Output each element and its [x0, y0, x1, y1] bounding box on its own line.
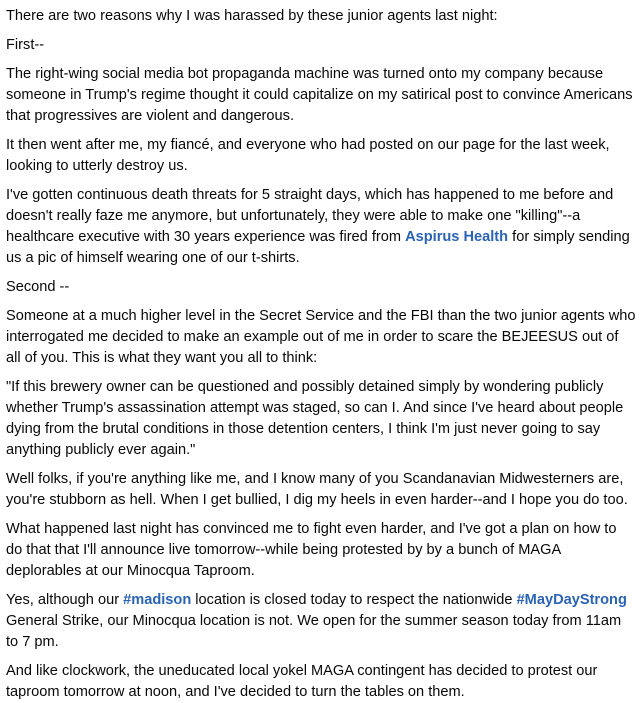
post-paragraph-quote: "If this brewery owner can be questioned and possibly detained simply by wondering publicly whether Trump's assassination attempt was staged, so can I. And since I've heard about people dying from the brutal conditions in those detention centers, I think I'm just never going to say anything publicly ever again." — [6, 379, 624, 458]
text-segment: Yes, although our — [6, 592, 124, 608]
post-paragraph-intro: There are two reasons why I was harassed by these junior agents last night: — [6, 8, 498, 24]
post-paragraph-first-heading: First-- — [6, 37, 45, 53]
post-paragraph-second-heading: Second -- — [6, 279, 70, 295]
aspirus-health-link[interactable]: Aspirus Health — [405, 229, 509, 245]
post-paragraph-secret-service: Someone at a much higher level in the Secret Service and the FBI than the two junior agents who interrogated me decided to make an example out of me in order to scare the BEJEESUS out of all of you. This is what they want you all to think: — [6, 308, 636, 366]
post-paragraph-locations — [6, 590, 636, 653]
text-segment: I've gotten continuous death threats for 5 straight days, which has happened to me before and doesn't really faze me anymore, but unfortunately, they were able to make one "killing"--a healthcare executive with 30 years experience was fired from — [6, 187, 614, 245]
post-paragraph-death-threats — [6, 185, 636, 269]
post-paragraph-went-after-me: It then went after me, my fiancé, and everyone who had posted on our page for the last week, looking to utterly destroy us. — [6, 137, 610, 174]
hashtag-madison-link[interactable]: #madison — [123, 592, 192, 608]
text-segment: General Strike, our Minocqua location is not. We open for the summer season today from 11am to 7 pm. — [6, 613, 622, 650]
hashtag-maydaystrong-link[interactable]: #MayDayStrong — [516, 592, 627, 608]
post-paragraph-fight-harder: What happened last night has convinced me to fight even harder, and I've got a plan on how to do that that I'll announce live tomorrow--while being protested by by a bunch of MAGA deplorables at our Minocqua Taproom. — [6, 521, 617, 579]
text-segment: for simply sending us a pic of himself wearing one of our t-shirts. — [6, 229, 630, 266]
post-paragraph-bot-machine: The right-wing social media bot propaganda machine was turned onto my company because someone in Trump's regime thought it could capitalize on my satirical post to convince Americans that progressives are violent and dangerous. — [6, 66, 633, 124]
post-paragraph-well-folks: Well folks, if you're anything like me, and I know many of you Scandanavian Midwesterners are, you're stubborn as hell. When I get bullied, I dig my heels in even harder--and I hope you do too. — [6, 471, 628, 508]
post-paragraph-protest: And like clockwork, the uneducated local yokel MAGA contingent has decided to protest our taproom tomorrow at noon, and I've decided to turn the tables on them. — [6, 663, 598, 700]
text-segment: location is closed today to respect the nationwide — [191, 592, 517, 608]
